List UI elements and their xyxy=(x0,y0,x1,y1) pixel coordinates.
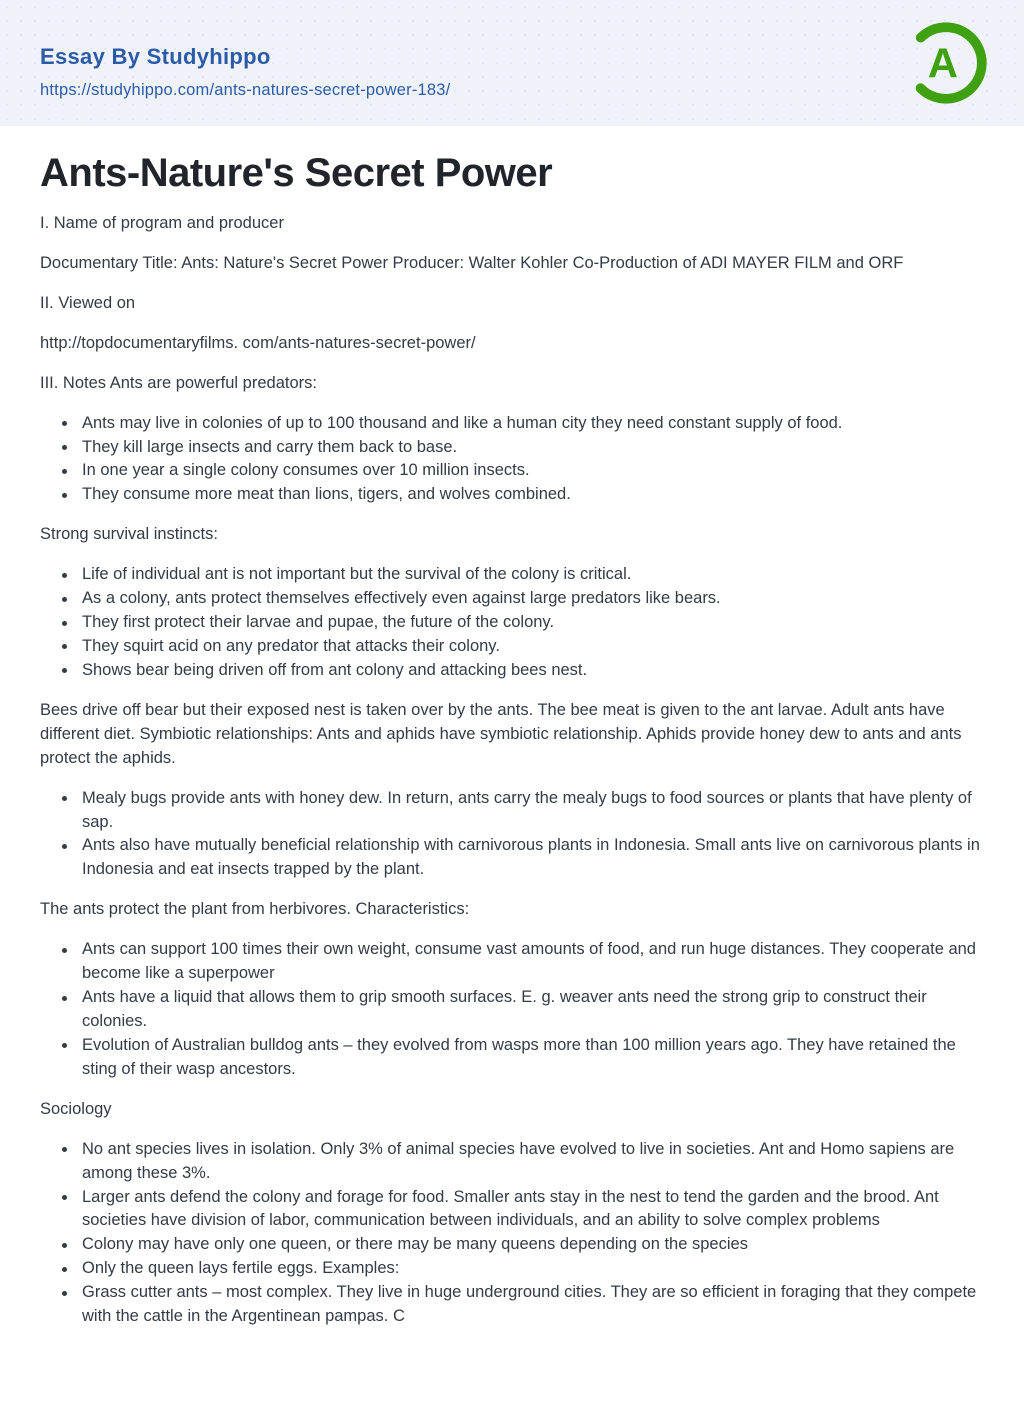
list-item: They consume more meat than lions, tigers, and wolves combined. xyxy=(62,483,984,507)
page-title: Ants-Nature's Secret Power xyxy=(40,151,553,195)
list-item: No ant species lives in isolation. Only 3% of animal species have evolved to live in societies. Ant and Homo sapiens are among these 3%. xyxy=(62,1138,984,1186)
list-item: Evolution of Australian bulldog ants – they evolved from wasps more than 100 million years ago. They have retained the sting of their wasp ancestors. xyxy=(62,1034,984,1082)
studyhippo-logo-icon xyxy=(901,18,991,108)
paragraph: Documentary Title: Ants: Nature's Secret Power Producer: Walter Kohler Co-Production of ADI MAYER FILM and ORF xyxy=(40,253,904,272)
essay-url-link[interactable]: https://studyhippo.com/ants-natures-secret-power-183/ xyxy=(40,81,451,99)
bullet-list xyxy=(40,938,984,1082)
paragraph: Strong survival instincts: xyxy=(40,525,218,544)
list-item: Ants have a liquid that allows them to grip smooth surfaces. E. g. weaver ants need the strong grip to construct their colonies. xyxy=(62,986,984,1034)
list-item: Ants can support 100 times their own weight, consume vast amounts of food, and run huge distances. They cooperate and become like a superpower xyxy=(62,938,984,986)
list-item: Colony may have only one queen, or there may be many queens depending on the species xyxy=(62,1233,984,1257)
list-item: Mealy bugs provide ants with honey dew. In return, ants carry the mealy bugs to food sources or plants that have plenty of sap. xyxy=(62,787,984,835)
paragraph: III. Notes Ants are powerful predators: xyxy=(40,373,317,392)
list-item: They kill large insects and carry them back to base. xyxy=(62,436,984,460)
paragraph: Sociology xyxy=(40,1099,112,1118)
list-item: Life of individual ant is not important but the survival of the colony is critical. xyxy=(62,563,984,587)
paragraph: II. Viewed on xyxy=(40,293,136,312)
list-item: They first protect their larvae and pupae, the future of the colony. xyxy=(62,611,984,635)
site-header xyxy=(0,0,1024,126)
list-item: Ants may live in colonies of up to 100 thousand and like a human city they need constant supply of food. xyxy=(62,412,984,436)
bullet-list xyxy=(40,563,984,683)
list-item: Grass cutter ants – most complex. They live in huge underground cities. They are so efficient in foraging that they compete with the cattle in the Argentinean pampas. C xyxy=(62,1281,984,1329)
logo-letter: A xyxy=(927,39,959,87)
list-item: Ants also have mutually beneficial relationship with carnivorous plants in Indonesia. Small ants live on carnivorous plants in Indonesia and eat insects trapped by the plant. xyxy=(62,834,984,882)
essay-article xyxy=(0,126,1024,1385)
paragraph: The ants protect the plant from herbivores. Characteristics: xyxy=(40,900,470,919)
list-item: Only the queen lays fertile eggs. Examples: xyxy=(62,1257,984,1281)
list-item: Shows bear being driven off from ant colony and attacking bees nest. xyxy=(62,659,984,683)
list-item: In one year a single colony consumes over 10 million insects. xyxy=(62,459,984,483)
list-item: They squirt acid on any predator that attacks their colony. xyxy=(62,635,984,659)
brand-title: Essay By Studyhippo xyxy=(40,44,271,69)
bullet-list xyxy=(40,787,984,883)
article-body xyxy=(40,212,984,1329)
paragraph: I. Name of program and producer xyxy=(40,214,284,232)
list-item: As a colony, ants protect themselves effectively even against large predators like bears. xyxy=(62,587,984,611)
list-item: Larger ants defend the colony and forage for food. Smaller ants stay in the nest to tend the garden and the brood. Ant societies have division of labor, communication between individuals, and an ability to solve complex problems xyxy=(62,1186,984,1234)
paragraph: http://topdocumentaryfilms. com/ants-natures-secret-power/ xyxy=(40,333,476,352)
bullet-list xyxy=(40,412,984,508)
bullet-list xyxy=(40,1138,984,1329)
paragraph: Bees drive off bear but their exposed nest is taken over by the ants. The bee meat is given to the ant larvae. Adult ants have different diet. Symbiotic relationships: Ants and aphids have symbiotic relationship. Aphids provide honey dew to ants and ants protect the aphids. xyxy=(40,700,962,767)
